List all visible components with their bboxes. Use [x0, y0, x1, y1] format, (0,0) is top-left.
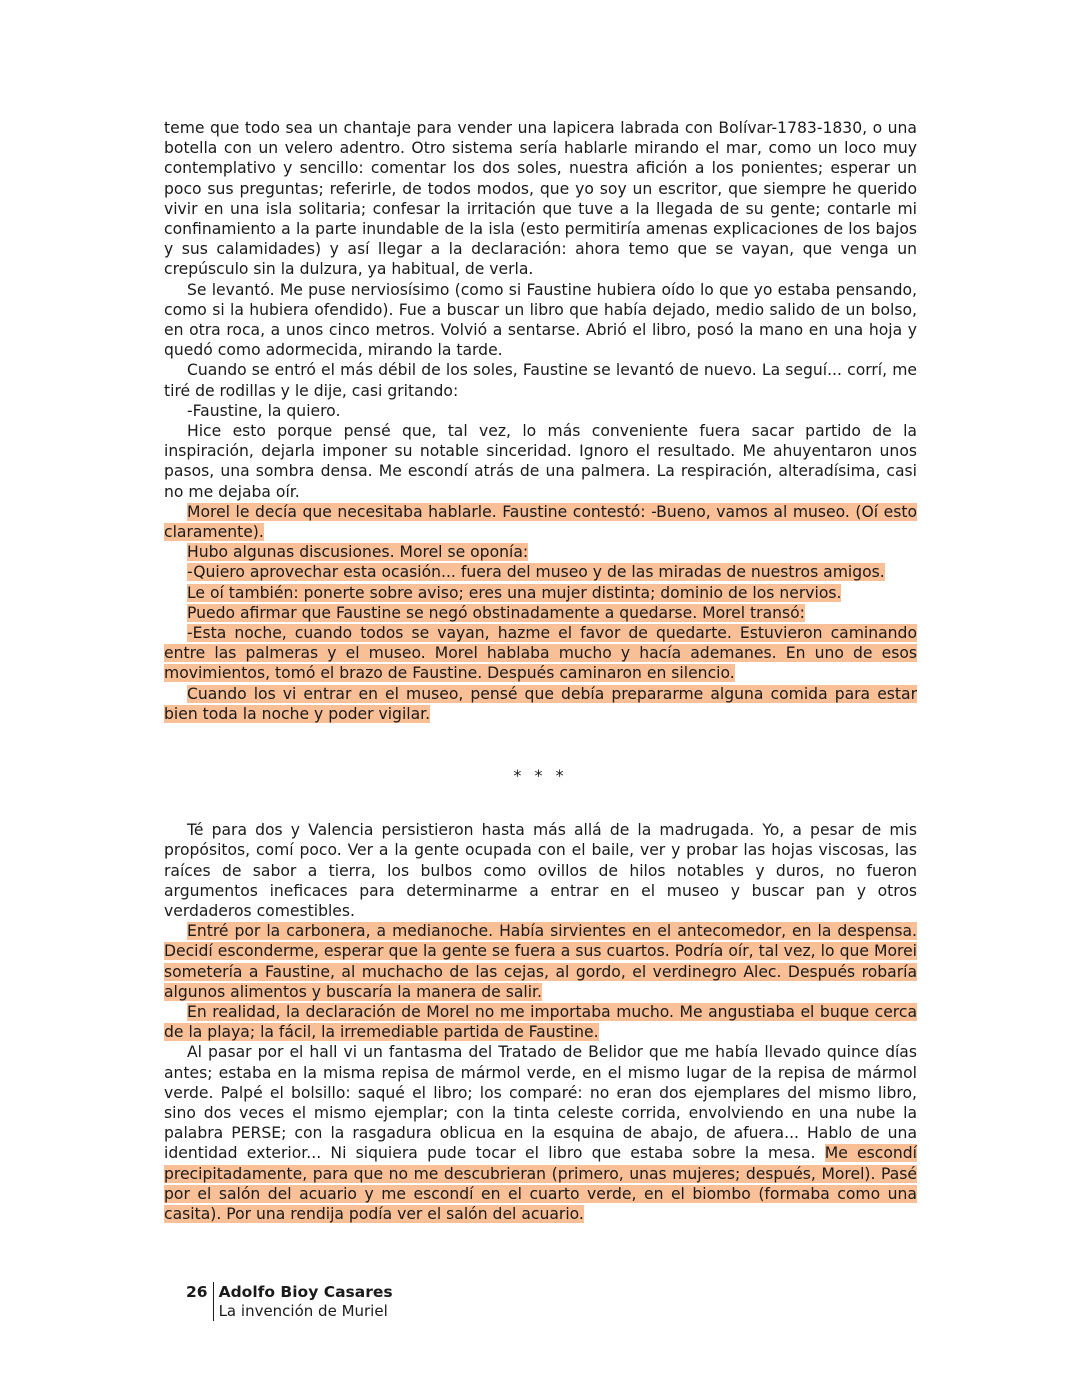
- paragraph: [164, 921, 917, 1002]
- text-segment: Hice esto porque pensé que, tal vez, lo más conveniente fuera sacar partido de la inspiración, dejarla imponer su notable sinceridad. Ignoro el resultado. Me ahuyentaron unos pasos, una sombra densa. Me escondí atrás de una palmera. La respiración, alteradísima, casi no me dejaba oír.: [164, 422, 917, 501]
- paragraph: [164, 542, 917, 562]
- highlighted-text: Le oí también: ponerte sobre aviso; eres una mujer distinta; dominio de los nervios.: [187, 583, 842, 602]
- text-segment: Té para dos y Valencia persistieron hasta más allá de la madrugada. Yo, a pesar de mis propósitos, comí poco. Ver a la gente ocupada con el baile, ver y probar las hojas viscosas, las raíces de sabor a tierra, los bulbos como ovillos de hilos notables y duros, no fueron argumentos ineficaces para determinarme a entrar en el museo y buscar pan y otros verdaderos comestibles.: [164, 821, 917, 920]
- page-footer: [186, 1282, 393, 1321]
- author-name: Adolfo Bioy Casares: [218, 1283, 393, 1301]
- paragraph: [164, 684, 917, 724]
- highlighted-text: Cuando los vi entrar en el museo, pensé que debía prepararme alguna comida para estar bien toda la noche y poder vigilar.: [164, 684, 917, 723]
- paragraph: [164, 360, 917, 400]
- paragraph: [164, 562, 917, 582]
- paragraph: [164, 421, 917, 502]
- text-segment: -Faustine, la quiero.: [187, 401, 341, 420]
- book-title: La invención de Muriel: [218, 1302, 388, 1320]
- footer-info: [219, 1282, 393, 1321]
- page-number: 26: [186, 1283, 208, 1301]
- highlighted-text: Hubo algunas discusiones. Morel se oponía:: [187, 543, 529, 562]
- paragraph: [164, 583, 917, 603]
- highlighted-text: Me escondí precipitadamente, para que no me descubrieran (primero, unas mujeres; después, Morel). Pasé por el salón del acuario y me escondí en el cuarto verde, en el biombo (formaba como una casita). Por una rendija podía ver el salón del acuario.: [164, 1144, 917, 1223]
- paragraph: [164, 502, 917, 542]
- text-section-2: [164, 820, 917, 1224]
- paragraph: [164, 401, 917, 421]
- paragraph: [164, 603, 917, 623]
- highlighted-text: Entré por la carbonera, a medianoche. Había sirvientes en el antecomedor, en la despensa. Decidí esconderme, esperar que la gente se fuera a sus cuartos. Podría oír, tal vez, lo que Morei sometería a Faustine, al muchacho de las cejas, al gordo, el verdinegro Alec. Después robaría algunos alimentos y buscaría la manera de salir.: [164, 922, 917, 1001]
- paragraph: [164, 820, 917, 921]
- text-segment: teme que todo sea un chantaje para vender una lapicera labrada con Bolívar-1783-1830, o una botella con un velero adentro. Otro sistema sería hablarle mirando el mar, como un loco muy contemplativo y sencillo: comentar los dos soles, nuestra afición a los ponientes; esperar un poco sus preguntas; referirle, de todos modos, que yo soy un escritor, que siempre he querido vivir en una isla solitaria; confesar la irritación que tuve a la llegada de su gente; contarle mi confinamiento a la parte inundable de la isla (esto permitiría amenas explicaciones de los bajos y sus calamidades) y así llegar a la declaración: ahora temo que se vayan, que venga un crepúsculo sin la dulzura, ya habitual, de verla.: [164, 119, 917, 279]
- text-section-1: [164, 118, 917, 724]
- paragraph: [164, 280, 917, 361]
- text-segment: Cuando se entró el más débil de los soles, Faustine se levantó de nuevo. La seguí... corrí, me tiré de rodillas y le dije, casi gritando:: [164, 361, 917, 400]
- paragraph: [164, 1042, 917, 1224]
- paragraph: [164, 623, 917, 684]
- highlighted-text: -Quiero aprovechar esta ocasión... fuera del museo y de las miradas de nuestros amigos.: [187, 563, 885, 582]
- highlighted-text: Morel le decía que necesitaba hablarle. Faustine contestó: -Bueno, vamos al museo. (Oí esto claramente).: [164, 502, 917, 542]
- paragraph: [164, 1002, 917, 1042]
- highlighted-text: -Esta noche, cuando todos se vayan, hazme el favor de quedarte. Estuvieron caminando entre las palmeras y el museo. Morel hablaba mucho y hacía ademanes. En uno de esos movimientos, tomó el brazo de Faustine. Después caminaron en silencio.: [164, 624, 917, 683]
- highlighted-text: En realidad, la declaración de Morel no me importaba mucho. Me angustiaba el buque cerca de la playa; la fácil, la irremediable partida de Faustine.: [164, 1002, 917, 1042]
- section-break: * * *: [513, 766, 568, 786]
- text-segment: Al pasar por el hall vi un fantasma del Tratado de Belidor que me había llevado quince días antes; estaba en la misma repisa de mármol verde, en el mismo lugar de la repisa de mármol verde. Palpé el bolsillo: saqué el libro; los comparé: no eran dos ejemplares del mismo libro, sino dos veces el mismo ejemplar; con la tinta celeste corrida, envolviendo en una nube la palabra PERSE; con la rasgadura oblicua en la esquina de abajo, de afuera... Hablo de una identidad exterior... Ni siquiera pude tocar el libro que estaba sobre la mesa.: [164, 1043, 917, 1163]
- highlighted-text: Puedo afirmar que Faustine se negó obstinadamente a quedarse. Morel transó:: [187, 603, 805, 622]
- text-segment: Se levantó. Me puse nerviosísimo (como si Faustine hubiera oído lo que yo estaba pensando, como si la hubiera ofendido). Fue a buscar un libro que había dejado, medio salido de un bolso, en otra roca, a unos cinco metros. Volvió a sentarse. Abrió el libro, posó la mano en una hoja y quedó como adormecida, mirando la tarde.: [164, 280, 917, 360]
- footer-divider: [213, 1282, 214, 1321]
- paragraph: [164, 118, 917, 280]
- page-body: [164, 118, 917, 1224]
